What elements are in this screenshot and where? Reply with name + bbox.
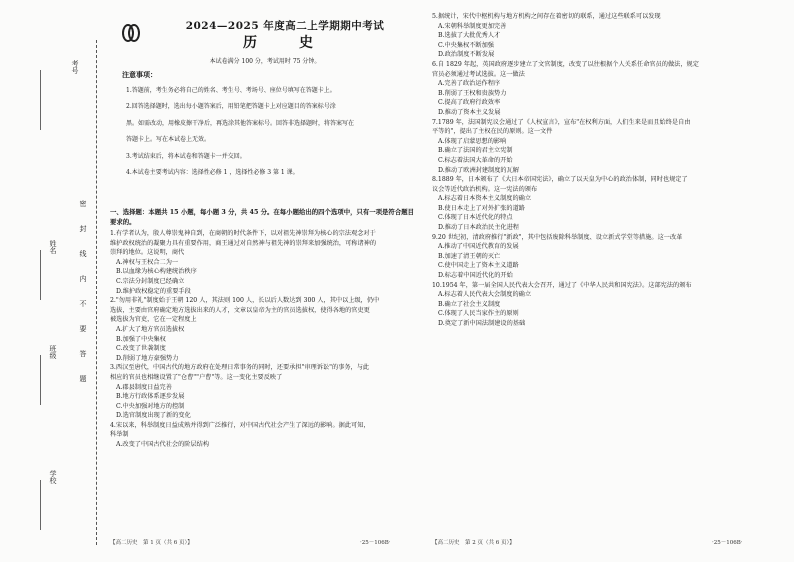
question-stem-line: 相应的官员也相继设置了"仓曹""户曹"等。这一变化主要反映了 (110, 373, 283, 381)
question-option: B.地方行政体系逐步发展 (116, 393, 185, 401)
exam-subject: 历 史 (243, 35, 327, 51)
question-option: D.政治制度不断发展 (438, 51, 495, 59)
question-option: C.改变了世袭制度 (116, 345, 166, 353)
notice-item: 2.回答选择题时，选出每小题答案后，用铅笔把答题卡上对应题目的答案标号涂 (126, 103, 336, 111)
question-option: A.推动了中国近代教育的发展 (438, 243, 519, 251)
question-option: D.推动了日本政治民主化进程 (438, 224, 519, 232)
question (432, 12, 762, 60)
footer-right-code: ·25－106B· (712, 540, 743, 546)
question-stem-line: 崇拜的地位。这说明，商代 (110, 249, 185, 257)
question-option: A.完善了政治运作程序 (438, 80, 501, 88)
left-question-list (110, 229, 415, 450)
binding-label-class: 班级 (49, 345, 57, 359)
question-option: D.奠定了新中国法制建设的基础 (438, 320, 526, 327)
question-stem-line: 议会等近代政治机构。这一宪法的颁布 (432, 185, 538, 193)
question-option: A.标志着日本资本主义制度的确立 (438, 195, 532, 203)
question-stem-line: 9.20 世纪初，清政府推行"新政"，其中包括废除科举制度、设立新式学堂等措施。这一改革 (432, 233, 683, 241)
binding-label-school: 学校 (49, 470, 57, 484)
question (432, 60, 762, 118)
question-option: D.标志着中国近代化的开始 (438, 272, 513, 280)
binding-line (40, 480, 41, 530)
right-question-list (432, 12, 762, 329)
seal-char: 封 (79, 225, 87, 232)
question-option: D.推动了欧洲封建制度的瓦解 (438, 166, 519, 174)
question-option: B.加强了中央集权 (116, 335, 166, 343)
question-option: C.中央加强对地方的控制 (116, 402, 185, 410)
question-option: D.选官制度出现了新的变化 (116, 412, 191, 420)
question-stem-line: 6.自 1829 年起，英国政府逐步建立了文官制度，改变了以往根据个人关系任命官员的做法，规定 (432, 60, 699, 68)
question-stem-line: 3.西汉至唐代，中国古代的地方政府在处理日常事务的同时，还要承担"审理诉讼"的事务，与此 (110, 364, 370, 372)
question (110, 229, 415, 296)
question-option: D.维护政权稳定的重要手段 (116, 287, 191, 295)
question-option: B.加速了清王朝的灭亡 (438, 252, 501, 260)
notice-heading: 注意事项： (122, 70, 157, 79)
footer-left-code: ·25－106B· (360, 540, 391, 546)
binding-strip (0, 0, 100, 562)
notice-list (126, 80, 411, 184)
question (432, 233, 762, 281)
question-option: A.改变了中国古代社会的阶层结构 (116, 441, 210, 449)
question-option: D.推动了资本主义发展 (438, 108, 501, 116)
footer-right-page: 【高二历史 第 2 页（共 6 页）】 (432, 540, 515, 546)
notice-item: 答题卡上。写在本试卷上无效。 (126, 136, 211, 144)
question-stem-line: 5.据统计，宋代中枢机构与地方机构之间存在着密切的联系，通过这些联系可以发现 (432, 13, 661, 20)
question-option: A.神权与王权合二为一 (116, 258, 179, 266)
question-option: A.体现了启蒙思想的影响 (438, 137, 507, 145)
question-option: B.以血缘为核心构建统治秩序 (116, 268, 197, 276)
question-option: D.削弱了地方豪强势力 (116, 354, 179, 362)
notice-item: 1.答题前，考生务必将自己的姓名、考生号、考场号、座位号填写在答题卡上。 (126, 87, 336, 94)
question-option: C.中央集权不断加强 (438, 41, 494, 49)
seal-char: 内 (79, 275, 87, 282)
question-option: C.体现了人民当家作主的原则 (438, 310, 519, 318)
question (432, 175, 762, 233)
question-stem-line: 8.1889 年，日本颁布了《大日本帝国宪法》，确立了以天皇为中心的政治体制，同时也规定了 (432, 176, 688, 184)
question-option: B.确立了社会主义制度 (438, 300, 501, 308)
seal-char: 密 (79, 200, 87, 207)
question-stem-line: 被选拔为官吏，它在一定程度上 (110, 316, 197, 324)
question-stem-line: 10.1954 年，第一届全国人民代表大会召开，通过了《中华人民共和国宪法》。这部宪法的颁布 (432, 281, 692, 289)
question-stem-line: 平等的"，提出了主权在民的原则。这一文件 (432, 128, 553, 136)
question-option: B.选拔了大批优秀人才 (438, 32, 501, 40)
question-stem-line: 维护政权统治的凝聚力具有重要作用，商王通过对自然神与祖先神的崇拜来加强统治，可称诸神的 (110, 239, 377, 247)
question-option: B.削弱了王权和贵族势力 (438, 89, 507, 97)
question-option: C.宗法分封制度已经确立 (116, 277, 185, 285)
question-option: C.标志着法国大革命的开始 (438, 156, 513, 164)
binding-line (40, 250, 41, 300)
question (110, 296, 415, 363)
binding-label-exam-number: 考号 (71, 60, 79, 74)
question (432, 118, 762, 176)
question-stem-line: 官员必须通过考试选拔。这一做法 (432, 70, 525, 78)
exam-title: 2024—2025 年度高二上学期期中考试 (185, 20, 385, 32)
notice-item: 黑。如需改动，用橡皮擦干净后，再选涂其他答案标号。回答非选择题时，将答案写在 (126, 119, 355, 127)
seal-char: 答 (79, 350, 87, 357)
binding-dashed-line (96, 40, 97, 545)
seal-char: 线 (79, 250, 87, 257)
question-option: A.宋朝科举制度更加完善 (438, 22, 507, 30)
question (110, 363, 415, 421)
section-heading: 一、选择题：本题共 15 小题，每小题 3 分，共 45 分。在每小题给出的四个选项中，只有一项是符合题目要求的。 (110, 208, 414, 226)
question-option: C.体现了日本近代化的特点 (438, 214, 513, 222)
question-stem-line: 7.1789 年，法国制宪议会通过了《人权宣言》，宣布"在权利方面，人们生来是而且始终是自由 (432, 118, 691, 126)
question-option: A.标志着人民代表大会制度的确立 (438, 291, 532, 299)
question-option: B.确立了法国的君主立宪制 (438, 147, 513, 155)
question-stem-line: 选拔，主要由官府确定地方选拔出来的人才，文章以皇帝为主的官员选拔权，使得各地的官吏更 (110, 306, 370, 314)
binding-label-name: 姓名 (49, 240, 57, 254)
notice-item: 4.本试卷主要考试内容：选择性必修 1 ，选择性必修 3 第 1 课。 (126, 169, 299, 177)
question-stem-line: 2."勿用非礼"制度始于王朝 120 人，其法则 100 人，长以后人数达到 300 人，其中以上级，仍中 (110, 297, 380, 305)
question-option: B.使日本走上了对外扩张的道路 (438, 204, 525, 212)
question-option: C.提高了政府行政效率 (438, 99, 501, 107)
question-stem-line: 科举制 (110, 431, 129, 439)
seal-char: 不 (79, 300, 87, 307)
question-stem-line: 1.有学者认为，殷人尊崇鬼神自到，在商朝的时代条件下，以对祖先神崇拜为核心的宗法观念对于 (110, 230, 376, 237)
question-option: C.使中国走上了资本主义道路 (438, 262, 519, 270)
binding-line (40, 70, 41, 130)
notice-item: 3.考试结束后，将本试卷和答题卡一并交回。 (126, 152, 246, 160)
seal-char: 要 (79, 325, 87, 332)
footer-left-page: 【高二历史 第 1 页（共 6 页）】 (110, 540, 193, 546)
publisher-logo-icon (120, 22, 142, 44)
question (110, 421, 415, 450)
question-stem-line: 4.宋以来，科举制度日益成熟并得到广泛推行，对中国古代社会产生了深远的影响。据此可知， (110, 421, 370, 429)
question-option: A.郡县制度日益完善 (116, 383, 172, 391)
question-option: A.扩大了地方官员选拔权 (116, 325, 185, 333)
score-line: 本试卷满分 100 分，考试用时 75 分钟。 (209, 58, 321, 65)
question (432, 281, 762, 329)
seal-char: 题 (79, 375, 87, 382)
binding-line (40, 355, 41, 405)
